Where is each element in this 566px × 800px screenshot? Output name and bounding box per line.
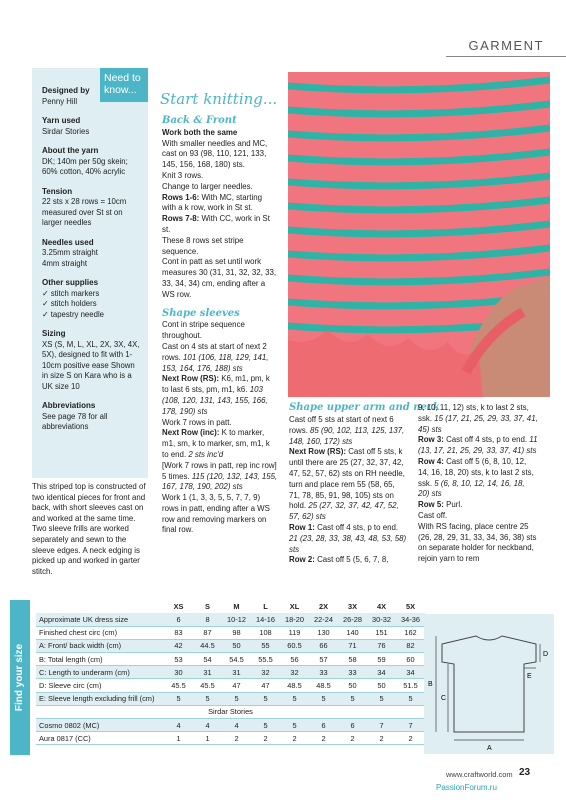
row-label: D: Sleeve circ (cm): [36, 679, 164, 692]
size-header: L: [263, 601, 268, 611]
row-label: B: Total length (cm): [36, 653, 164, 666]
instruction-row: [289, 523, 407, 555]
size-value: 5: [396, 692, 425, 705]
abbreviations-section: [42, 401, 140, 433]
row-label: Next Row (RS):: [289, 447, 346, 457]
instruction-text: Cast on 4 sts at start of next 2 rows.: [162, 341, 267, 362]
need-to-know-content: [42, 86, 140, 442]
size-value: 2: [251, 732, 280, 745]
instruction-paragraph: [289, 415, 407, 447]
size-value: 6: [338, 719, 367, 732]
size-value: 55: [251, 639, 280, 652]
size-value: 32: [251, 666, 280, 679]
size-value: 5: [367, 692, 396, 705]
instruction-paragraph: Work 1 (1, 3, 3, 5, 5, 7, 7, 9) rows in patt, ending after a WS row and removing markers on final row.: [162, 493, 270, 535]
instruction-text: Cast off 5 sts at start of next 6 rows.: [289, 415, 394, 435]
row-label: Row 1:: [289, 522, 315, 532]
sizing-label: Sizing: [42, 329, 66, 338]
instruction-paragraph: These 8 rows set stripe sequence.: [162, 235, 244, 256]
dimension-label: D: [543, 651, 549, 658]
measurement-row: [36, 679, 425, 692]
size-value: 45.5: [193, 679, 222, 692]
sizing-value: XS (S, M, L, XL, 2X, 3X, 4X, 5X), designed to fit with 1-10cm positive ease Shown in size S on Kara who is a UK size 10: [42, 339, 140, 391]
find-your-size-label: Find your size: [14, 643, 26, 712]
dimension-label: B: [428, 681, 433, 688]
dimension-label: E: [527, 673, 532, 680]
sizing-section: [42, 329, 140, 392]
instruction-row: [418, 435, 538, 457]
size-header-row: [36, 599, 425, 613]
row-label: Finished chest circ (cm): [36, 626, 164, 639]
size-value: 71: [338, 639, 367, 652]
size-value: 4: [193, 719, 222, 732]
abbreviations-value: See page 78 for all abbreviations: [42, 411, 108, 431]
size-header-blank: [36, 599, 164, 613]
row-text: Purl.: [443, 500, 463, 510]
size-value: 130: [309, 626, 338, 639]
designed-by-label: Designed by: [42, 86, 90, 95]
supplies-section: [42, 278, 140, 320]
work-both-note: Work both the same: [162, 127, 238, 137]
instruction-paragraph: With RS facing, place centre 25 (26, 28, 29, 31, 33, 34, 36, 38) sts on separate holder for neckband, rejoin yarn to rem: [418, 521, 537, 564]
size-value: 30-32: [367, 613, 396, 626]
row-label: Aura 0817 (CC): [36, 732, 164, 745]
need-to-know-badge: Need to know...: [100, 68, 148, 102]
instruction-paragraph: Cast off.: [418, 510, 448, 520]
stitch-count: 21 (23, 28, 33, 38, 43, 48, 53, 58) sts: [289, 533, 407, 554]
size-value: 8: [193, 613, 222, 626]
size-value: 5: [280, 719, 309, 732]
tension-label: Tension: [42, 186, 73, 196]
yarn-header: Sirdar Stories: [36, 705, 425, 718]
size-value: 119: [280, 626, 309, 639]
size-value: 2: [280, 732, 309, 745]
size-value: 31: [193, 666, 222, 679]
supply-item: ✓ tapestry needle: [42, 309, 105, 319]
size-value: 50: [367, 679, 396, 692]
size-value: 31: [222, 666, 251, 679]
row-label: Row 4:: [418, 456, 444, 466]
row-text: Cast off 5 (5, 6, 7, 8,: [314, 555, 389, 565]
instruction-row: [162, 193, 278, 215]
size-value: 48.5: [309, 679, 338, 692]
measurement-row: [36, 613, 425, 626]
row-label: Next Row (RS):: [162, 374, 219, 384]
size-value: 18-20: [280, 613, 309, 626]
size-value: 50: [338, 679, 367, 692]
instruction-paragraph: Cont in stripe sequence throughout.: [162, 320, 245, 341]
size-value: 58: [338, 653, 367, 666]
size-value: 2: [338, 732, 367, 745]
size-value: 83: [164, 626, 193, 639]
stitch-count: 15 (17, 21, 25, 29, 33, 37, 41, 45) sts: [418, 413, 538, 434]
size-value: 33: [338, 666, 367, 679]
designed-by-value: Penny Hill: [42, 96, 78, 106]
size-header: 3X: [347, 601, 358, 611]
supplies-label: Other supplies: [42, 278, 99, 287]
size-value: 4: [222, 719, 251, 732]
row-label: A: Front/ back width (cm): [36, 639, 164, 652]
size-value: 5: [251, 719, 280, 732]
back-front-heading: Back & Front: [162, 115, 237, 126]
instruction-paragraph: Work 7 rows in patt.: [162, 417, 232, 427]
size-value: 59: [367, 653, 396, 666]
schematic-outline: [442, 636, 536, 732]
size-value: 44.5: [193, 639, 222, 652]
schematic-diagram: [424, 614, 554, 754]
tension-section: [42, 187, 140, 229]
size-value: 14-16: [251, 613, 280, 626]
size-value: 5: [222, 692, 251, 705]
supply-item: ✓ stitch markers: [42, 288, 100, 298]
yarn-used-value: Sirdar Stories: [42, 126, 90, 136]
size-value: 5: [309, 692, 338, 705]
size-value: 108: [251, 626, 280, 639]
row-text: Cast off 4 sts, p to end.: [443, 435, 530, 445]
size-header: XS: [173, 601, 184, 611]
size-value: 47: [251, 679, 280, 692]
size-value: 140: [338, 626, 367, 639]
size-value: 56: [280, 653, 309, 666]
size-value: 10-12: [222, 613, 251, 626]
instruction-row: [418, 500, 538, 511]
row-text: Cast off 4 sts, p to end.: [314, 522, 399, 532]
stitch-count: 103 (108, 120, 131, 143, 155, 166, 178, 190) sts: [162, 385, 268, 416]
row-label: Cosmo 0802 (MC): [36, 719, 164, 732]
needles-label: Needles used: [42, 237, 94, 247]
needles-section: [42, 238, 140, 270]
row-text: K6, m1, pm, k to last 6 sts, pm, m1, k6.: [162, 374, 270, 395]
size-value: 6: [309, 719, 338, 732]
size-value: 33: [309, 666, 338, 679]
measurement-row: [36, 626, 425, 639]
garment-photo: [288, 72, 550, 397]
supply-item: ✓ stitch holders: [42, 299, 97, 308]
size-value: 53: [164, 653, 193, 666]
stitch-count: 5 (6, 8, 10, 12, 14, 16, 18, 20) sts: [418, 478, 525, 499]
size-table-body: [36, 613, 425, 745]
row-label: Row 5:: [418, 500, 444, 510]
size-header: 2X: [318, 601, 329, 611]
instruction-paragraph: Cont in patt as set until work measures 30 (31, 31, 32, 32, 33, 33, 34, 34) cm, ending after a WS row.: [162, 257, 277, 299]
size-value: 5: [251, 692, 280, 705]
shape-sleeves-heading: Shape sleeves: [162, 307, 240, 319]
size-header: 5X: [405, 601, 416, 611]
size-value: 98: [222, 626, 251, 639]
size-value: 2: [222, 732, 251, 745]
size-value: 32: [280, 666, 309, 679]
size-value: 22-24: [309, 613, 338, 626]
stitch-count: 101 (106, 118, 129, 141, 153, 164, 176, 188) sts: [162, 352, 269, 373]
page-number: 23: [519, 767, 531, 778]
size-value: 34-36: [396, 613, 425, 626]
row-text: Cast off 5 (6, 8, 10, 12, 14, 16, 18, 20) sts, k to last 2 sts, ssk.: [418, 456, 534, 488]
stitch-count: 85 (90, 102, 113, 125, 137, 148, 160, 172) sts: [289, 425, 405, 446]
instruction-paragraph: [418, 403, 538, 435]
instruction-row: [289, 447, 407, 523]
about-yarn-section: [42, 146, 140, 178]
size-header: XL: [289, 601, 300, 611]
row-label: Next Row (inc):: [162, 428, 220, 438]
instruction-text: [Work 7 rows in patt, rep inc row] 5 times.: [162, 460, 277, 481]
instruction-row: [162, 428, 278, 460]
size-value: 162: [396, 626, 425, 639]
row-label: C: Length to underarm (cm): [36, 666, 164, 679]
size-value: 48.5: [280, 679, 309, 692]
size-value: 34: [367, 666, 396, 679]
size-value: 5: [338, 692, 367, 705]
striped-top-illustration: [288, 72, 550, 397]
size-value: 55.5: [251, 653, 280, 666]
stitch-count: 11 (13, 17, 21, 25, 29, 33, 37, 41) sts: [418, 435, 538, 456]
row-text: With CC, work in St st.: [162, 214, 270, 234]
measurement-row: [36, 653, 425, 666]
needle-size: 3.25mm straight: [42, 248, 98, 257]
instructions-column-right-2: [418, 403, 538, 565]
abbreviations-label: Abbreviations: [42, 401, 96, 410]
tension-value: 22 sts x 28 rows = 10cm measured over St st on larger needles: [42, 197, 127, 227]
header-rule: [446, 56, 566, 57]
about-yarn-label: About the yarn: [42, 146, 99, 155]
size-value: 7: [396, 719, 425, 732]
start-knitting-title: Start knitting...: [160, 90, 278, 108]
about-yarn-value: DK; 140m per 50g skein; 60% cotton, 40% acrylic: [42, 156, 128, 176]
size-value: 2: [367, 732, 396, 745]
size-value: 1: [164, 732, 193, 745]
instructions-column-right-1: [289, 415, 407, 566]
size-header: S: [205, 601, 210, 611]
size-value: 47: [222, 679, 251, 692]
garment-schematic: [424, 614, 554, 754]
row-text: Cast off 5 sts, k until there are 25 (27, 32, 37, 42, 47, 52, 57, 62) sts on RH needle, turn and place rem 55 (58, 65, 71, 78, 85, 91, 98, 105) sts on hold.: [289, 447, 405, 511]
instruction-paragraph: [162, 461, 278, 493]
instruction-row: [162, 214, 278, 236]
measurement-row: [36, 666, 425, 679]
dimension-label: A: [487, 745, 492, 752]
row-text: With MC, starting with a k row, work in St st.: [162, 192, 262, 213]
size-value: 30: [164, 666, 193, 679]
size-value: 26-28: [338, 613, 367, 626]
size-value: 1: [193, 732, 222, 745]
size-value: 5: [193, 692, 222, 705]
instructions-column-middle: [162, 116, 278, 536]
size-value: 66: [309, 639, 338, 652]
size-value: 60: [396, 653, 425, 666]
yarn-header-row: [36, 705, 425, 718]
stitch-count: 2 sts inc'd: [188, 449, 224, 459]
size-value: 76: [367, 639, 396, 652]
size-value: 5: [280, 692, 309, 705]
dimension-label: C: [441, 695, 447, 702]
size-value: 34: [396, 666, 425, 679]
instruction-paragraph: [162, 342, 278, 374]
size-value: 5: [164, 692, 193, 705]
size-header: M: [233, 601, 240, 611]
row-label: Rows 1-6:: [162, 192, 200, 202]
size-value: 50: [222, 639, 251, 652]
size-value: 57: [309, 653, 338, 666]
instruction-paragraph: Change to larger needles.: [162, 181, 253, 191]
yarn-used-section: [42, 116, 140, 137]
size-value: 2: [309, 732, 338, 745]
instruction-text: 9, 10, 11, 12) sts, k to last 2 sts, ssk.: [418, 403, 529, 423]
row-label: Row 3:: [418, 435, 444, 445]
size-header: 4X: [376, 601, 387, 611]
stitch-count: 25 (27, 32, 37, 42, 47, 52, 57, 62) sts: [289, 501, 399, 522]
size-value: 51.5: [396, 679, 425, 692]
footer-url[interactable]: www.craftworld.com: [446, 770, 513, 779]
size-table: [36, 599, 425, 745]
size-value: 4: [164, 719, 193, 732]
row-label: E: Sleeve length excluding frill (cm): [36, 692, 164, 705]
measurement-row: [36, 639, 425, 652]
yarn-row: [36, 732, 425, 745]
size-value: 54.5: [222, 653, 251, 666]
instruction-paragraph: With smaller needles and MC, cast on 93 (98, 110, 121, 133, 145, 156, 168, 180) sts.: [162, 138, 268, 170]
row-label: Row 2:: [289, 555, 315, 565]
instruction-row: [289, 555, 407, 566]
watermark: PassionForum.ru: [436, 783, 497, 792]
instruction-row: [418, 457, 538, 500]
intro-paragraph: This striped top is constructed of two identical pieces for front and back, with short sleeves cast on and worked at the same time. Two sleeve frills are worked separately and sewn to the sleeve edges. A neck edging is picked up and worked in garter stitch.: [32, 482, 146, 576]
needle-size: 4mm straight: [42, 258, 88, 268]
row-label: Approximate UK dress size: [36, 613, 164, 626]
size-value: 54: [193, 653, 222, 666]
size-value: 7: [367, 719, 396, 732]
size-value: 42: [164, 639, 193, 652]
row-label: Rows 7-8:: [162, 214, 200, 224]
yarn-row: [36, 719, 425, 732]
find-your-size-label-wrap: [10, 600, 30, 755]
size-value: 151: [367, 626, 396, 639]
instruction-paragraph: Knit 3 rows.: [162, 170, 204, 180]
size-value: 87: [193, 626, 222, 639]
size-value: 45.5: [164, 679, 193, 692]
size-value: 6: [164, 613, 193, 626]
row-text: K to marker, m1, sm, k to marker, sm, m1, k to end.: [162, 428, 270, 459]
stitch-count: 115 (120, 132, 143, 155, 167, 178, 190, 202) sts: [162, 471, 278, 492]
size-value: 82: [396, 639, 425, 652]
size-value: 60.5: [280, 639, 309, 652]
instruction-row: [162, 374, 278, 417]
yarn-used-label: Yarn used: [42, 116, 81, 125]
size-value: 2: [396, 732, 425, 745]
designed-by-section: [42, 86, 140, 107]
measurement-row: [36, 692, 425, 705]
shape-upper-heading: Shape upper arm and neck: [289, 402, 440, 413]
section-label: GARMENT: [468, 38, 544, 53]
